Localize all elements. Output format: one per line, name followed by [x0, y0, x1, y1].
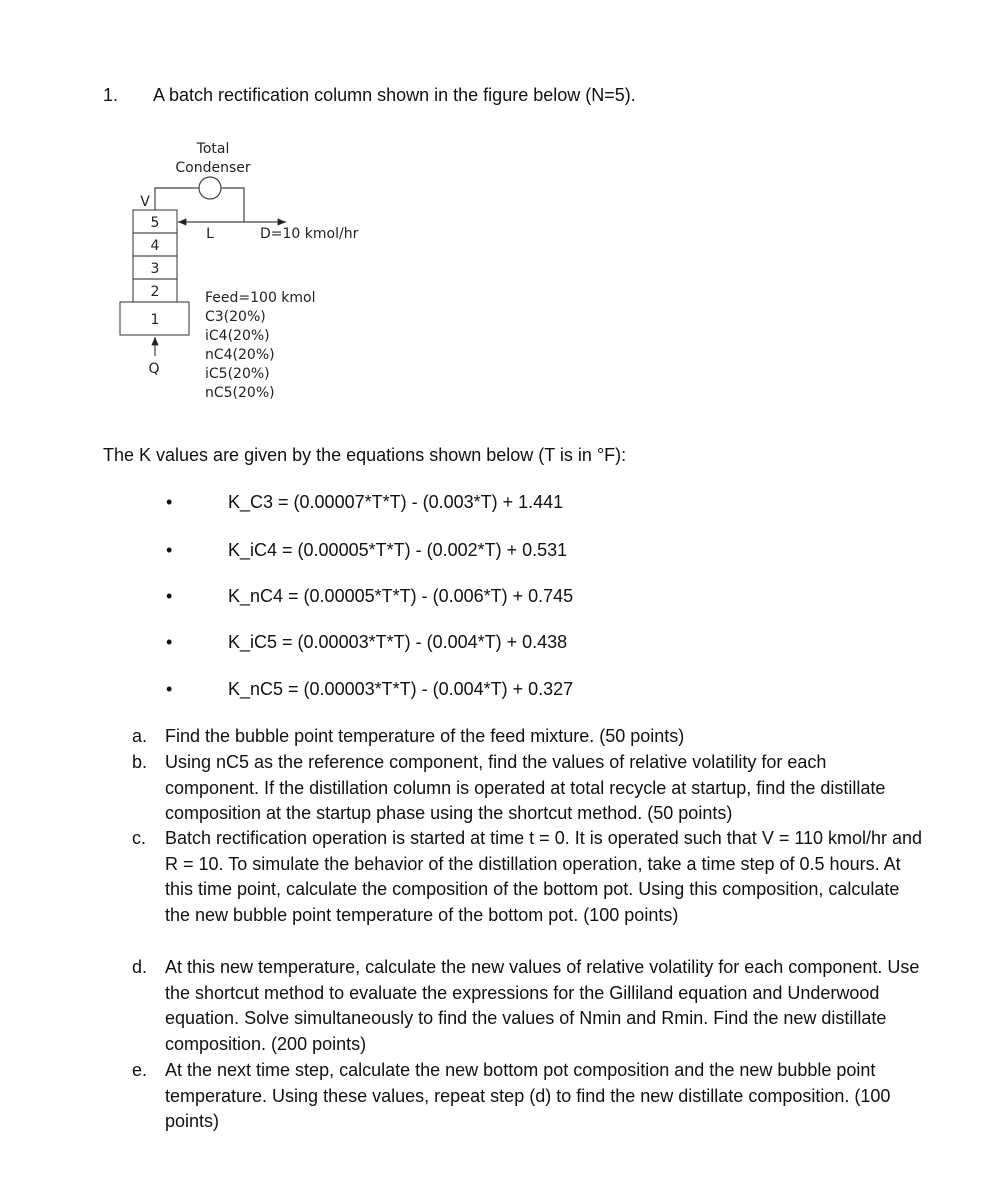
d-label: D=10 kmol/hr — [260, 226, 359, 242]
vapor-line — [155, 188, 199, 210]
feed-label: Feed=100 kmol — [205, 290, 316, 306]
bullet-icon: • — [166, 632, 173, 652]
question-text: At the next time step, calculate the new bottom pot composition and the new bubble point temperature. Using these values, repeat step (d) to find the new distillate composition. (100 points) — [165, 1060, 891, 1131]
question-label: e. — [132, 1060, 148, 1080]
bullet-icon: • — [166, 492, 173, 512]
k-equation: K_iC5 = (0.00003*T*T) - (0.004*T) + 0.438 — [228, 632, 568, 652]
question-text: Find the bubble point temperature of the feed mixture. (50 points) — [165, 726, 685, 746]
feed-component: iC4(20%) — [205, 328, 270, 344]
feed-component: C3(20%) — [205, 309, 266, 325]
stage-label: 3 — [150, 261, 160, 277]
k-values-intro: The K values are given by the equations shown below (T is in °F): — [103, 445, 627, 465]
condenser-outlet-line — [221, 188, 244, 222]
k-equation: K_nC4 = (0.00005*T*T) - (0.006*T) + 0.745 — [228, 586, 574, 606]
question-text: Batch rectification operation is started at time t = 0. It is operated such that V = 110 kmol/hr and R = 10. To simulate the behavior of the distillation operation, take a time step of 0.5 hours. At this time point, calculate the composition of the bottom pot. Using this composition, calculate the new bubble point temperature of the bottom pot. (100 points) — [165, 828, 923, 925]
problem-statement: A batch rectification column shown in the figure below (N=5). — [153, 85, 636, 105]
stage-label: 1 — [150, 312, 160, 328]
k-equation: K_C3 = (0.00007*T*T) - (0.003*T) + 1.441 — [228, 492, 564, 512]
stage-label: 4 — [150, 238, 160, 254]
stage-label: 5 — [150, 215, 160, 231]
bullet-icon: • — [166, 679, 173, 699]
column-diagram — [110, 130, 410, 410]
l-label: L — [206, 226, 214, 242]
bullet-icon: • — [166, 540, 173, 560]
condenser-label-line1: Total — [196, 141, 230, 157]
q-label: Q — [148, 361, 160, 377]
condenser-icon — [199, 177, 221, 199]
question-label: a. — [132, 726, 148, 746]
question-text: Using nC5 as the reference component, find the values of relative volatility for each component. If the distillation column is operated at total recycle at startup, find the distillate composition at the startup phase using the shortcut method. (50 points) — [165, 752, 886, 823]
feed-component: nC5(20%) — [205, 385, 275, 401]
feed-component: nC4(20%) — [205, 347, 275, 363]
v-label: V — [140, 194, 150, 210]
k-equation: K_iC4 = (0.00005*T*T) - (0.002*T) + 0.531 — [228, 540, 568, 560]
bullet-icon: • — [166, 586, 173, 606]
condenser-label-line2: Condenser — [175, 160, 251, 176]
problem-number: 1. — [103, 85, 119, 105]
question-label: c. — [132, 828, 147, 848]
k-equation: K_nC5 = (0.00003*T*T) - (0.004*T) + 0.327 — [228, 679, 574, 699]
stage-label: 2 — [150, 284, 160, 300]
question-text: At this new temperature, calculate the new values of relative volatility for each component. Use the shortcut method to evaluate the expressions for the Gilliland equation and Underwood equation. Solve simultaneously to find the values of Nmin and Rmin. Find the new distillate composition. (200 points) — [165, 957, 920, 1054]
question-label: b. — [132, 752, 148, 772]
question-label: d. — [132, 957, 148, 977]
feed-component: iC5(20%) — [205, 366, 270, 382]
